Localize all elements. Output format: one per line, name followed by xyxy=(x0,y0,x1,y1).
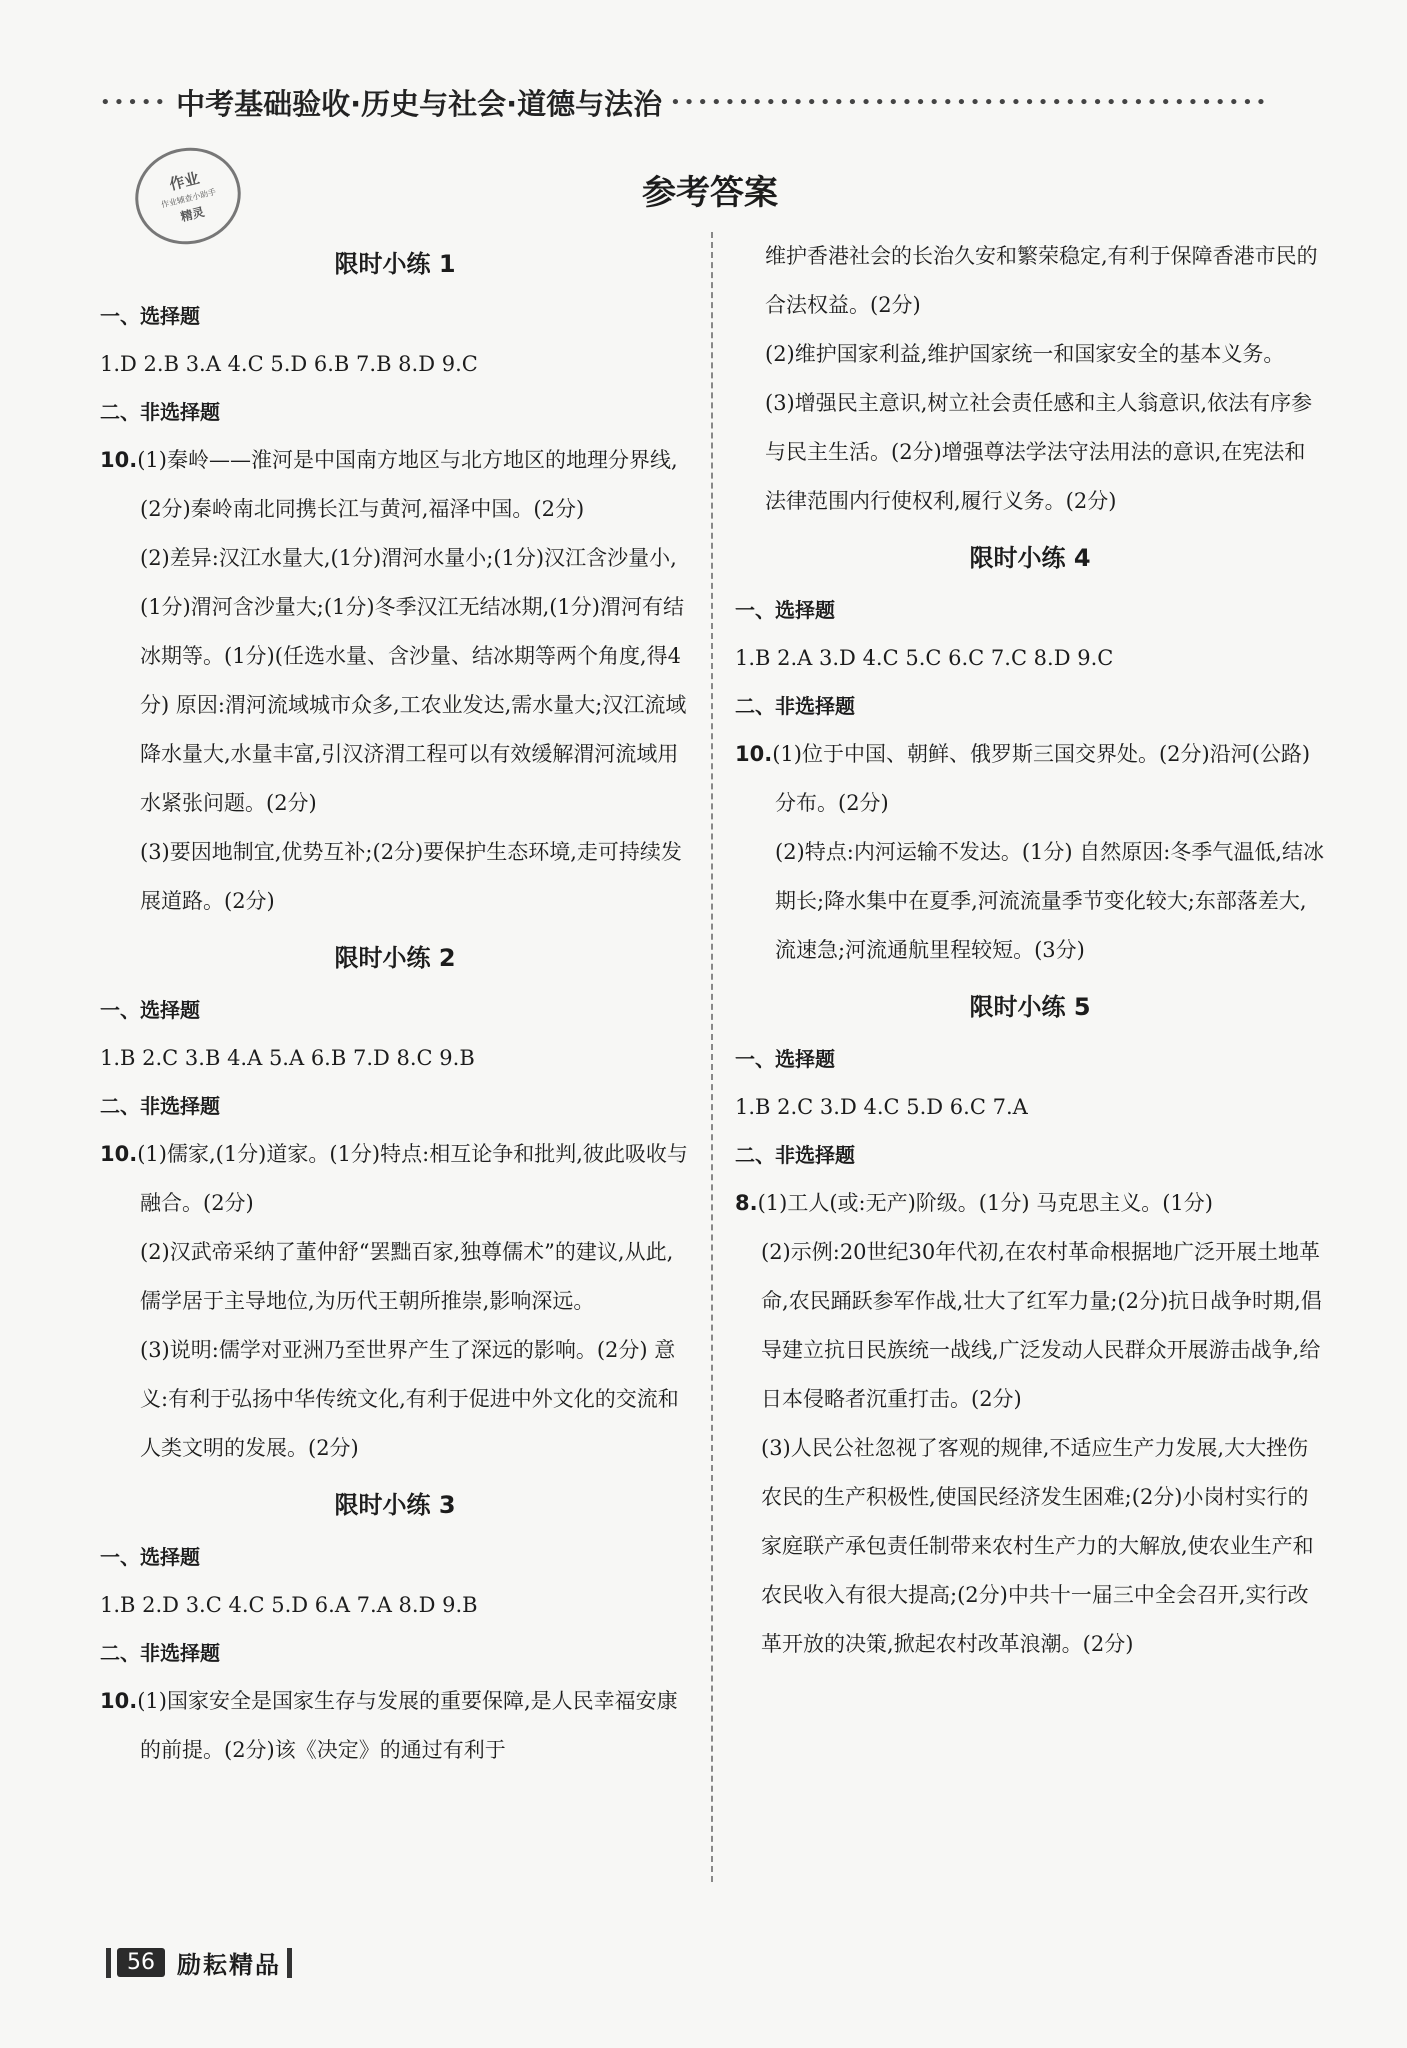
answer-paragraph: (2)汉武帝采纳了董仲舒“罢黜百家,独尊儒术”的建议,从此,儒学居于主导地位,为历代王朝所推崇,影响深远。 xyxy=(140,1240,674,1313)
brand-logo: 励耘精品 xyxy=(177,1951,281,1979)
answer-paragraph: (2)差异:汉江水量大,(1分)渭河水量小;(1分)汉江含沙量小,(1分)渭河含沙量大;(1分)冬季汉江无结冰期,(1分)渭河有结冰期等。(1分)(任选水量、含沙量、结冰期等两个角度,得4分) 原因:渭河流域城市众多,工农业发达,需水量大;汉江流域降水量大,水量丰富,引汉济渭工程可以有效缓解渭河流域用水紧张问题。(2分) xyxy=(140,546,687,815)
header-dots-left: ••••• xyxy=(100,91,169,113)
question-number: 10. xyxy=(735,742,773,766)
right-column xyxy=(735,232,1325,1669)
answer-paragraph: (3)人民公社忽视了客观的规律,不适应生产力发展,大大挫伤农民的生产积极性,使国民经济发生困难;(2分)小岗村实行的家庭联产承包责任制带来农村生产力的大解放,使农业生产和农民收入有很大提高;(2分)中共十一届三中全会召开,实行改革开放的决策,掀起农村改革浪潮。(2分) xyxy=(761,1436,1314,1656)
subsection-heading: 一、选择题 xyxy=(100,998,200,1022)
section-title: 限时小练 1 xyxy=(334,250,456,278)
subsection-heading: 一、选择题 xyxy=(100,1545,200,1569)
page-footer xyxy=(100,1945,298,1980)
section-title: 限时小练 2 xyxy=(334,944,456,972)
stamp-text-1: 作业 xyxy=(167,168,201,194)
section-title: 限时小练 3 xyxy=(334,1491,456,1519)
choice-answers: 1.B 2.D 3.C 4.C 5.D 6.A 7.A 8.D 9.B xyxy=(100,1593,478,1617)
section-title: 限时小练 4 xyxy=(969,544,1091,572)
subsection-heading: 一、选择题 xyxy=(100,304,200,328)
answer-paragraph xyxy=(100,1677,690,1775)
answer-paragraph xyxy=(100,1130,690,1228)
choice-answers: 1.B 2.C 3.D 4.C 5.D 6.C 7.A xyxy=(735,1095,1028,1119)
answer-paragraph: (3)要因地制宜,优势互补;(2分)要保护生态环境,走可持续发展道路。(2分) xyxy=(140,840,682,913)
stamp-text-3: 精灵 xyxy=(179,204,206,224)
choice-answers: 1.D 2.B 3.A 4.C 5.D 6.B 7.B 8.D 9.C xyxy=(100,352,478,376)
answer-paragraph xyxy=(100,436,690,534)
answer-text: (1)位于中国、朝鲜、俄罗斯三国交界处。(2分)沿河(公路)分布。(2分) xyxy=(772,742,1311,815)
choice-answers: 1.B 2.A 3.D 4.C 5.C 6.C 7.C 8.D 9.C xyxy=(735,646,1114,670)
footer-bar xyxy=(106,1948,111,1978)
running-header xyxy=(100,82,1320,122)
answer-paragraph: (3)增强民主意识,树立社会责任感和主人翁意识,依法有序参与民主生活。(2分)增强尊法学法守法用法的意识,在宪法和法律范围内行使权利,履行义务。(2分) xyxy=(765,391,1313,513)
footer-bar xyxy=(287,1948,292,1978)
question-number: 10. xyxy=(100,1142,138,1166)
answer-paragraph xyxy=(735,730,1325,828)
subsection-heading: 二、非选择题 xyxy=(100,1094,220,1118)
answer-paragraph: (2)示例:20世纪30年代初,在农村革命根据地广泛开展土地革命,农民踊跃参军作战,壮大了红军力量;(2分)抗日战争时期,倡导建立抗日民族统一战线,广泛发动人民群众开展游击战争,给日本侵略者沉重打击。(2分) xyxy=(761,1240,1322,1411)
left-column xyxy=(100,232,690,1775)
column-divider xyxy=(711,232,713,1882)
answer-paragraph: (2)特点:内河运输不发达。(1分) 自然原因:冬季气温低,结冰期长;降水集中在夏季,河流流量季节变化较大;东部落差大,流速急;河流通航里程较短。(3分) xyxy=(775,840,1324,962)
subsection-heading: 二、非选择题 xyxy=(735,1143,855,1167)
answer-paragraph: 维护香港社会的长治久安和繁荣稳定,有利于保障香港市民的合法权益。(2分) xyxy=(765,244,1318,317)
answer-text: (1)儒家,(1分)道家。(1分)特点:相互论争和批判,彼此吸收与融合。(2分) xyxy=(137,1142,688,1215)
subsection-heading: 二、非选择题 xyxy=(100,1641,220,1665)
subsection-heading: 一、选择题 xyxy=(735,598,835,622)
answer-text: (1)秦岭——淮河是中国南方地区与北方地区的地理分界线,(2分)秦岭南北同携长江与黄河,福泽中国。(2分) xyxy=(137,448,678,521)
section-title: 限时小练 5 xyxy=(969,993,1091,1021)
answer-paragraph: (3)说明:儒学对亚洲乃至世界产生了深远的影响。(2分) 意义:有利于弘扬中华传统文化,有利于促进中外文化的交流和人类文明的发展。(2分) xyxy=(140,1338,679,1460)
header-dots-right: •••••••••••••••••••••••••••••••••••••••••••• xyxy=(670,91,1270,113)
subsection-heading: 一、选择题 xyxy=(735,1047,835,1071)
question-number: 8. xyxy=(735,1191,758,1215)
page-title: 参考答案 xyxy=(642,173,778,213)
stamp-text-2: 作业辅查小助手 xyxy=(160,186,217,210)
answer-text: (1)工人(或:无产)阶级。(1分) 马克思主义。(1分) xyxy=(757,1191,1213,1215)
answer-paragraph: (2)维护国家利益,维护国家统一和国家安全的基本义务。 xyxy=(765,342,1285,366)
choice-answers: 1.B 2.C 3.B 4.A 5.A 6.B 7.D 8.C 9.B xyxy=(100,1046,475,1070)
question-number: 10. xyxy=(100,448,138,472)
subsection-heading: 二、非选择题 xyxy=(735,694,855,718)
subsection-heading: 二、非选择题 xyxy=(100,400,220,424)
header-title: 中考基础验收·历史与社会·道德与法治 xyxy=(176,86,663,121)
answer-text: (1)国家安全是国家生存与发展的重要保障,是人民幸福安康的前提。(2分)该《决定》的通过有利于 xyxy=(137,1689,678,1762)
answer-paragraph xyxy=(735,1179,1325,1228)
question-number: 10. xyxy=(100,1689,138,1713)
page-number: 56 xyxy=(117,1948,165,1977)
